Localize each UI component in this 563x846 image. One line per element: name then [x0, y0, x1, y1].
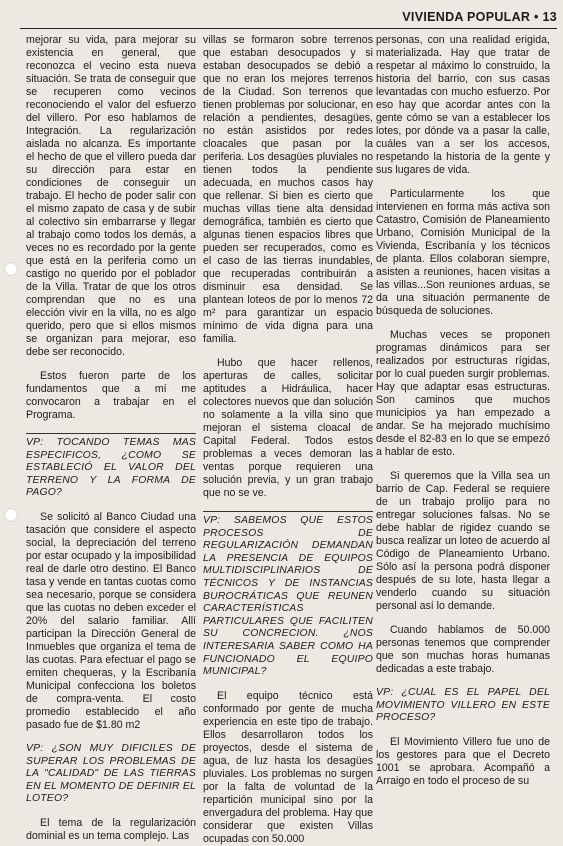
header-title: VIVIENDA POPULAR • 13 — [402, 10, 557, 24]
page-header — [20, 10, 557, 29]
paragraph: villas se formaron sobre terrenos que estaban desocupados y si estaban desocupados se debió a que no eran los mejores terrenos de la Ciudad. Son terrenos que tienen problemas por solucionar, en relación a pendientes, desagües, no están asistidos por redes cloacales que pasan por la periferia. Los desagües pluviales no tienen todos la pendiente adecuada, en muchos casos hay que rellenar. Si bien es cierto que muchas villas tiene alta densidad demográfica, también es cierto que algunas tienen espacios libres que pueden ser recuperados, como es el caso de las tierras inundables, que recuperadas contribuirán a disminuir esa densidad. Se plantean loteos de por lo menos 72 m² para garantizar un espacio mínimo de vida digna para una familia. — [203, 34, 373, 345]
column-1 — [26, 34, 196, 842]
paragraph: El Movimiento Villero fue uno de los gestores para que el Decreto 1001 se aprobara. Acompañó a Arraigo en todo el proceso de su — [376, 735, 550, 787]
paragraph: Si queremos que la Villa sea un barrio de Cap. Federal se requiere de un trabajo prolijo para no entregar soluciones falsas. No se debe hablar de rigidez cuando se busca realizar un loteo de acuerdo al Código de Planeamiento Urbano. Sólo así la persona podrá disponer después de su lote, hasta llegar a venderlo cuando su situación personal así lo demande. — [376, 470, 550, 612]
paragraph: Se solicitó al Banco Ciudad una tasación que considere el aspecto social, la depreciación del terreno por estar ocupado y la imposibilidad real de darle otro destino. El Banco tasa y vende en tantas cuotas como sea necesario, porque se considera que las cuotas no deben exceder el 20% del salario familiar. Allí participan la Dirección General de Inmuebles que organiza el tema de las cuotas. Para efectuar el pago se emiten chequeras, y la Escribanía Municipal confecciona los boletos de compra-venta. El costo promedio establecido el año pasado fue de $1.80 m2 — [26, 510, 196, 731]
paragraph: Cuando hablamos de 50.000 personas tenemos que comprender que son muchas horas humanas dedicadas a este trabajo. — [376, 624, 550, 675]
paragraph: El tema de la regularización dominial es un tema complejo. Las — [26, 816, 196, 842]
paragraph: mejorar su vida, para mejorar su existencia en general, que reconozca el vecino esta nueva situación. Se trata de conseguir que se recuperen como vecinos reconociendo el valor del esfuerzo del villero. Por eso hablamos de Integración. La regularización aislada no alcanza. Es importante el hecho de que el villero pueda dar su dirección para estar en condiciones de conseguir un trabajo. El hecho de poder salir con el mismo zapato de casa y de subir al colectivo sin embarrarse y llegar al trabajo como todos los demás, a veces no es recordado por la gente que está en la periferia como un castigo no querido por el poblador de la Villa. Tratar de que los otros comprendan que no es una elección vivir en la villa, no es algo querido, pero que si ellos mismos se organizan para mejorar, eso debe ser reconocido. — [26, 34, 196, 358]
paragraph: Hubo que hacer rellenos, aperturas de calles, solicitar aptitudes a Hidráulica, hacer colectores nuevos que dan solución no solamente a la villa sino que mejoran el sistema cloacal de Capital Federal. Todos estos problemas a veces demoran las ventas porque requieren una solución previa, y un gran trabajo que no se ve. — [203, 357, 373, 499]
column-2 — [203, 34, 373, 845]
interview-question: VP: ¿CUAL ES EL PAPEL DEL MOVIMIENTO VILLERO EN ESTE PROCESO? — [376, 687, 550, 724]
column-3 — [376, 34, 550, 789]
paragraph: Particularmente los que intervienen en forma más activa son Catastro, Comisión de Planeamiento Urbano, Comisión Municipal de la Vivienda, Escribanía y los técnicos de planta. Ellos colaboran siempre, asisten a reuniones, hacen visitas a las villas...Son reuniones arduas, se da una situación permanente de búsqueda de soluciones. — [376, 188, 550, 317]
interview-question: VP: TOCANDO TEMAS MAS ESPECIFICOS, ¿COMO SE ESTABLECIÓ EL VALOR DEL TERRENO Y LA FORMA DE PAGO? — [26, 433, 196, 500]
faded-stamp — [304, 316, 358, 350]
paragraph: Estos fueron parte de los fundamentos que a mí me convocaron a trabajar en el Programa. — [26, 370, 196, 421]
interview-question: VP: SABEMOS QUE ESTOS PROCESOS DE REGULARIZACIÓN DEMANDAN LA PRESENCIA DE EQUIPOS MULTIDISCIPLINARIOS DE TÉCNICOS Y DE INSTANCIAS BUROCRÁTICAS QUE REUNEN CARACTERÍSTICAS PARTICULARES QUE FACILITEN SU CONCRECION. ¿NOS INTERESARIA SABER COMO HA FUNCIONADO EL EQUIPO MUNICIPAL? — [203, 511, 373, 679]
paragraph: El equipo técnico está conformado por gente de mucha experiencia en este tipo de trabajo. Ellos desarrollaron todos los proyectos, desde el sistema de agua, de luz hasta los desagües pluviales. Los problemas no surgen por la falta de voluntad de la repartición municipal sino por la envergadura del problema. Hay que considerar que existen Villas ocupadas con 50.000 — [203, 689, 373, 845]
punch-hole — [4, 508, 18, 522]
interview-question: VP: ¿SON MUY DIFICILES DE SUPERAR LOS PROBLEMAS DE LA "CALIDAD" DE LAS TIERRAS EN EL MOMENTO DE DEFINIR EL LOTEO? — [26, 742, 196, 805]
paragraph: Muchas veces se proponen programas dinámicos para ser realizados por estructuras rígidas, por lo cual pueden surgir problemas. Hay que adaptar esas estructuras. Son caminos que muchos municipios ya han empezado a andar. Se ha mejorado muchísimo desde el 82-83 en lo que se empezó a hablar de esto. — [376, 329, 550, 458]
paragraph: personas, con una realidad erigida, materializada. Hay que tratar de respetar al máximo lo construido, la historia del barrio, con sus casas levantadas con mucho esfuerzo. Por eso hay que acordar antes con la gente cómo se van a establecer los lotes, por dónde va a pasar la calle, cuáles van a ser los accesos, respetando la historia de la gente y sus lugares de vida. — [376, 34, 550, 176]
punch-hole — [4, 262, 18, 276]
